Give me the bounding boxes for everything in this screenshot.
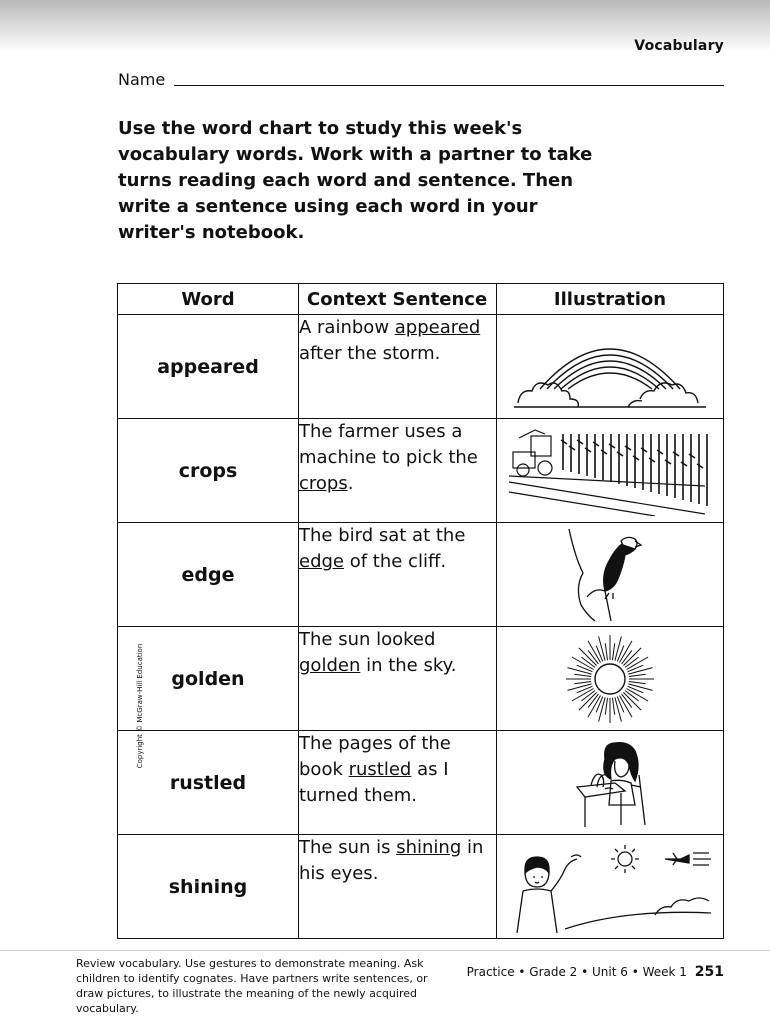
- page-number: 251: [694, 964, 724, 980]
- sentence-text: A rainbow: [299, 317, 395, 338]
- sun-ray: [629, 681, 646, 683]
- context-sentence: [299, 627, 497, 731]
- sentence-text: The pages of the book: [299, 733, 451, 780]
- sun-ray: [615, 697, 622, 721]
- illustration-cell: [497, 627, 724, 731]
- sentence-text: as I turned them.: [299, 759, 449, 806]
- eagle-icon: [565, 527, 655, 623]
- underlined-word: appeared: [394, 317, 481, 338]
- section-label: Vocabulary: [634, 38, 724, 54]
- harvester-icon: [505, 426, 715, 516]
- sentence-text: The farmer uses a machine to pick the: [299, 421, 478, 468]
- underlined-word: crops: [299, 473, 348, 494]
- vocab-word: crops: [118, 419, 299, 523]
- sun-ray: [599, 697, 606, 721]
- sun-ray: [568, 683, 592, 690]
- table-row: [118, 731, 724, 835]
- course-info: Practice • Grade 2 • Unit 6 • Week 1: [466, 965, 687, 979]
- vocab-word: appeared: [118, 315, 299, 419]
- rainbow-icon: [510, 319, 710, 415]
- boy-shading-eyes-icon: [505, 839, 715, 935]
- copyright-notice: Copyright © McGraw-Hill Education: [136, 643, 144, 769]
- name-field: [118, 70, 724, 90]
- sun-ray: [628, 667, 652, 674]
- table-row: [118, 523, 724, 627]
- name-write-line: [174, 85, 724, 86]
- illustration-cell: [497, 835, 724, 939]
- table-header-row: [118, 284, 724, 315]
- name-label: Name: [118, 70, 166, 89]
- underlined-word: rustled: [348, 759, 412, 780]
- vocab-word: edge: [118, 523, 299, 627]
- illustration-cell: [497, 523, 724, 627]
- instructions: Use the word chart to study this week's vocabulary words. Work with a partner to take turns reading each word and sentence. Then write a sentence using each word in your writer's notebook.: [118, 118, 593, 243]
- sun-ray: [605, 643, 607, 660]
- context-sentence: [299, 731, 497, 835]
- context-sentence: [299, 835, 497, 939]
- vocab-word: shining: [118, 835, 299, 939]
- context-sentence: [299, 315, 497, 419]
- table-row: [118, 419, 724, 523]
- table-row: [118, 627, 724, 731]
- sentence-text: in the sky.: [360, 655, 457, 676]
- vocabulary-chart: [117, 283, 724, 939]
- context-sentence: [299, 523, 497, 627]
- illustration-cell: [497, 315, 724, 419]
- teacher-note: Review vocabulary. Use gestures to demonstrate meaning. Ask children to identify cognates. Have partners write sentences, or draw pictures, to illustrate the meaning of the newly acquired vocabulary.: [76, 957, 428, 1015]
- sun-ray: [574, 674, 591, 676]
- illustration-cell: [497, 419, 724, 523]
- underlined-word: edge: [299, 551, 344, 572]
- sun-ray: [568, 667, 592, 674]
- sentence-text: The sun is: [299, 837, 397, 858]
- sentence-text: in his eyes.: [299, 837, 484, 884]
- sun-icon: [563, 632, 657, 726]
- sentence-text: of the cliff.: [344, 551, 447, 572]
- sentence-text: .: [347, 473, 354, 494]
- sentence-text: The bird sat at the: [299, 525, 466, 546]
- header-illustration: Illustration: [497, 284, 724, 315]
- underlined-word: golden: [299, 655, 361, 676]
- sun-ray: [605, 697, 607, 714]
- sentence-text: The sun looked: [299, 629, 436, 650]
- sentence-text: after the storm.: [299, 343, 441, 364]
- footer-course-info: [467, 964, 724, 980]
- table-row: [118, 315, 724, 419]
- sun-ray: [599, 636, 606, 660]
- sun-ray: [574, 681, 591, 683]
- sun-ray: [615, 636, 622, 660]
- illustration-cell: [497, 731, 724, 835]
- girl-reading-icon: [555, 735, 665, 831]
- underlined-word: shining: [396, 837, 462, 858]
- header-context-sentence: Context Sentence: [299, 284, 497, 315]
- sun-ray: [629, 674, 646, 676]
- vocab-word: golden: [118, 627, 299, 731]
- context-sentence: [299, 419, 497, 523]
- header-word: Word: [118, 284, 299, 315]
- footer-divider: [0, 950, 770, 951]
- table-row: [118, 835, 724, 939]
- sun-ray: [613, 643, 615, 660]
- vocab-word: rustled: [118, 731, 299, 835]
- sun-ray: [628, 683, 652, 690]
- sun-ray: [613, 697, 615, 714]
